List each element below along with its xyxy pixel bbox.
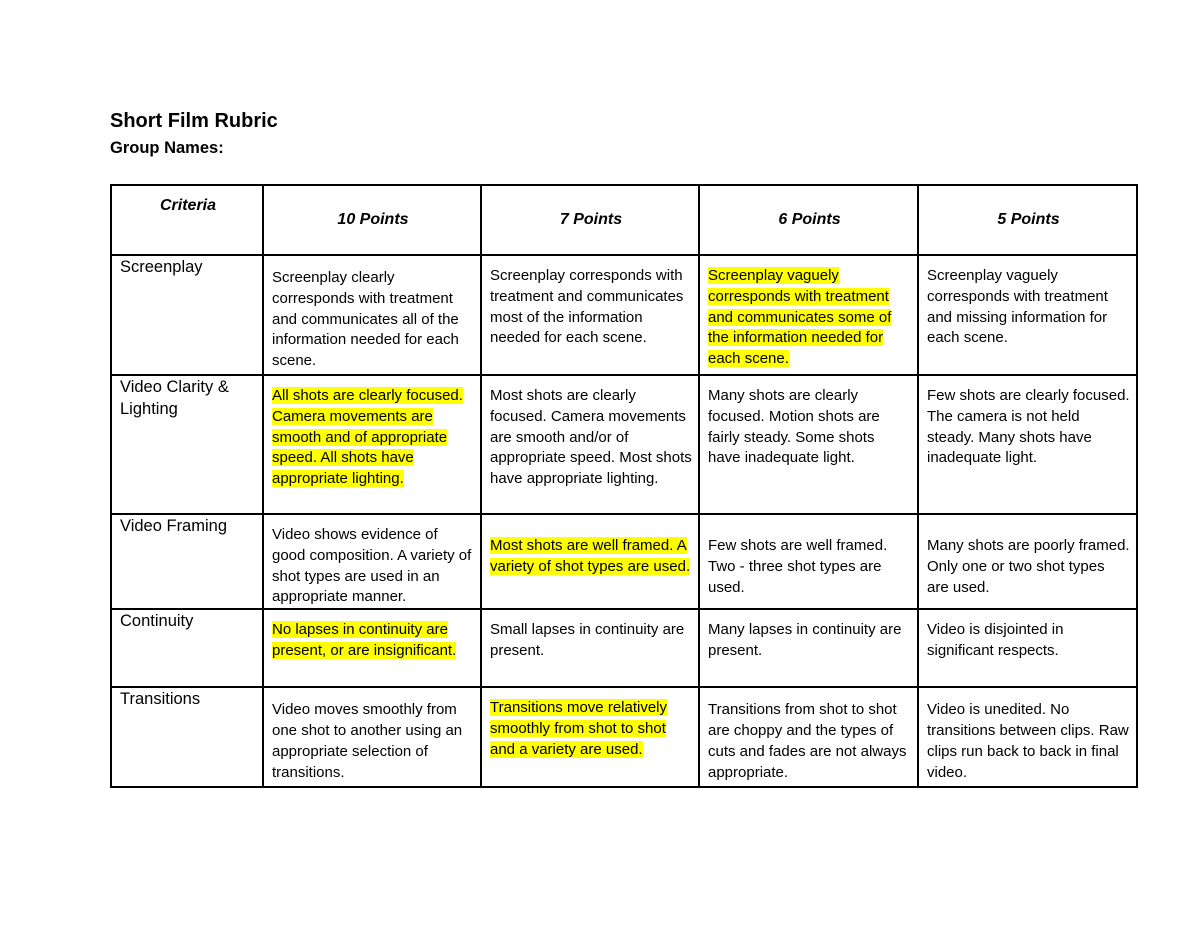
criteria-screenplay: Screenplay bbox=[111, 255, 263, 375]
table-cell bbox=[918, 514, 1137, 609]
cell-text-content: Screenplay corresponds with treatment and communicates most of the information needed for each scene. bbox=[490, 267, 684, 347]
table-cell bbox=[699, 609, 918, 687]
table-cell bbox=[918, 687, 1137, 787]
table-cell bbox=[918, 609, 1137, 687]
table-cell bbox=[699, 255, 918, 375]
cell-text bbox=[927, 256, 1130, 349]
cell-text bbox=[490, 376, 692, 490]
cell-text bbox=[927, 610, 1130, 662]
cell-text bbox=[272, 515, 474, 608]
cell-text bbox=[708, 688, 911, 783]
table-cell bbox=[263, 375, 481, 514]
cell-text-content: Few shots are clearly focused. The camera is not held steady. Many shots have inadequate light. bbox=[927, 387, 1130, 467]
cell-text-content: Screenplay clearly corresponds with treatment and communicates all of the information needed for each scene. bbox=[272, 269, 459, 370]
table-cell bbox=[481, 687, 699, 787]
header-criteria: Criteria bbox=[111, 185, 263, 255]
criteria-video-framing: Video Framing bbox=[111, 514, 263, 609]
cell-text bbox=[272, 688, 474, 783]
cell-text-content: Many shots are clearly focused. Motion shots are fairly steady. Some shots have inadequate light. bbox=[708, 387, 880, 467]
cell-text-content: Transitions from shot to shot are choppy and the types of cuts and fades are not always appropriate. bbox=[708, 701, 907, 781]
table-row bbox=[111, 255, 1137, 375]
cell-text-content: Video is unedited. No transitions between clips. Raw clips run back to back in final video. bbox=[927, 701, 1129, 781]
table-cell bbox=[481, 609, 699, 687]
header-6-points: 6 Points bbox=[699, 185, 918, 255]
cell-text bbox=[708, 610, 911, 662]
cell-text bbox=[708, 515, 911, 598]
highlighted-text: Most shots are well framed. A variety of shot types are used. bbox=[490, 537, 691, 575]
cell-text-content: Small lapses in continuity are present. bbox=[490, 621, 685, 659]
cell-text-content: Most shots are clearly focused. Camera movements are smooth and/or of appropriate speed. Most shots have appropriate lighting. bbox=[490, 387, 692, 488]
table-cell bbox=[263, 687, 481, 787]
group-names-label: Group Names: bbox=[110, 139, 224, 157]
cell-text-content: Many shots are poorly framed. Only one or two shot types are used. bbox=[927, 537, 1130, 596]
cell-text-content: Video moves smoothly from one shot to another using an appropriate selection of transitions. bbox=[272, 701, 463, 781]
cell-text bbox=[927, 376, 1130, 469]
cell-text bbox=[490, 610, 692, 662]
table-row bbox=[111, 514, 1137, 609]
table-row bbox=[111, 375, 1137, 514]
table-cell bbox=[918, 255, 1137, 375]
cell-text bbox=[272, 610, 474, 662]
table-cell bbox=[918, 375, 1137, 514]
cell-text bbox=[272, 256, 474, 372]
header-10-points: 10 Points bbox=[263, 185, 481, 255]
table-cell bbox=[481, 255, 699, 375]
table-row bbox=[111, 687, 1137, 787]
cell-text bbox=[490, 515, 692, 578]
table-cell bbox=[481, 375, 699, 514]
table-cell bbox=[263, 255, 481, 375]
table-cell bbox=[699, 375, 918, 514]
table-cell bbox=[481, 514, 699, 609]
cell-text-content: Many lapses in continuity are present. bbox=[708, 621, 902, 659]
highlighted-text: Transitions move relatively smoothly from shot to shot and a variety are used. bbox=[490, 699, 668, 758]
criteria-transitions: Transitions bbox=[111, 687, 263, 787]
header-5-points: 5 Points bbox=[918, 185, 1137, 255]
rubric-table bbox=[110, 184, 1138, 788]
cell-text bbox=[927, 515, 1130, 598]
table-cell bbox=[699, 514, 918, 609]
cell-text-content: Video is disjointed in significant respects. bbox=[927, 621, 1064, 659]
criteria-continuity: Continuity bbox=[111, 609, 263, 687]
table-cell bbox=[263, 514, 481, 609]
cell-text bbox=[708, 376, 911, 469]
document-title: Short Film Rubric bbox=[110, 110, 278, 132]
cell-text bbox=[490, 688, 692, 760]
cell-text bbox=[708, 256, 911, 370]
cell-text-content: Video shows evidence of good composition. A variety of shot types are used in an appropriate manner. bbox=[272, 526, 472, 606]
highlighted-text: All shots are clearly focused. Camera movements are smooth and of appropriate speed. All shots have appropriate lighting. bbox=[272, 387, 463, 488]
table-row bbox=[111, 609, 1137, 687]
highlighted-text: Screenplay vaguely corresponds with treatment and communicates some of the information needed for each scene. bbox=[708, 267, 892, 368]
highlighted-text: No lapses in continuity are present, or are insignificant. bbox=[272, 621, 457, 659]
cell-text bbox=[272, 376, 474, 490]
cell-text-content: Few shots are well framed. Two - three shot types are used. bbox=[708, 537, 888, 596]
header-row bbox=[111, 185, 1137, 255]
cell-text bbox=[490, 256, 692, 349]
criteria-video-clarity: Video Clarity & Lighting bbox=[111, 375, 263, 514]
table-cell bbox=[699, 687, 918, 787]
header-7-points: 7 Points bbox=[481, 185, 699, 255]
cell-text-content: Screenplay vaguely corresponds with treatment and missing information for each scene. bbox=[927, 267, 1108, 347]
table-cell bbox=[263, 609, 481, 687]
cell-text bbox=[927, 688, 1130, 783]
